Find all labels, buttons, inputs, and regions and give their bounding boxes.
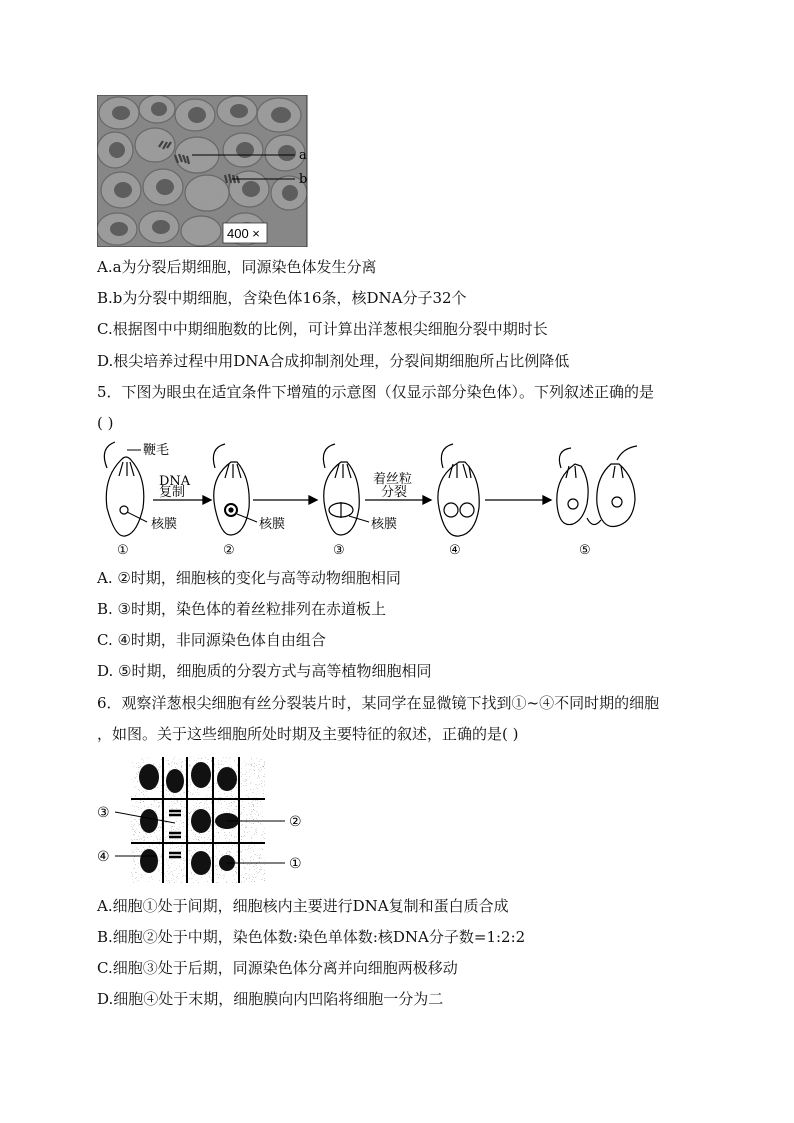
nucleus-label-2: 核膜 — [259, 517, 286, 532]
magnification-label: 400 × — [227, 226, 260, 241]
micrograph-image — [97, 95, 307, 247]
cell-label-1: ① — [289, 856, 302, 872]
euglena-stage1 — [104, 442, 143, 536]
q4-option-c: C.根据图中中期细胞数的比例，可计算出洋葱根尖细胞分裂中期时长 — [97, 320, 548, 338]
stage-label-4: ④ — [449, 543, 461, 558]
nucleus-label-1: 核膜 — [151, 517, 178, 532]
micrograph-label-b: b — [299, 172, 308, 187]
euglena-stage2 — [213, 444, 249, 535]
q6-option-c: C.细胞③处于后期，同源染色体分离并向细胞两极移动 — [97, 959, 458, 977]
stage-label-3: ③ — [333, 543, 345, 558]
q5-option-d: D. ⑤时期，细胞质的分裂方式与高等植物细胞相同 — [97, 662, 432, 680]
q6-option-d: D.细胞④处于末期，细胞膜向内凹陷将细胞一分为二 — [97, 990, 444, 1008]
q6-stem-line2: ，如图。关于这些细胞所处时期及主要特征的叙述，正确的是( ) — [97, 725, 519, 743]
arrow1-label-bottom: 复制 — [159, 485, 186, 500]
cell-label-2: ② — [289, 814, 302, 830]
stage-label-5: ⑤ — [579, 543, 591, 558]
stage-label-2: ② — [223, 543, 235, 558]
arrow1-label-top: DNA — [159, 474, 191, 489]
nucleus-label-3: 核膜 — [371, 517, 398, 532]
q4-option-b: B.b为分裂中期细胞，含染色体16条，核DNA分子32个 — [97, 289, 467, 307]
euglena-stage4 — [438, 444, 479, 536]
stage-label-1: ① — [117, 543, 129, 558]
q4-micrograph-figure — [97, 95, 327, 247]
q4-option-a: A.a为分裂后期细胞，同源染色体发生分离 — [97, 258, 377, 276]
cell-label-3: ③ — [97, 805, 110, 821]
arrow3-label-top: 着丝粒 — [373, 472, 413, 487]
euglena-stage5 — [557, 446, 637, 527]
q6-root-tip-figure — [97, 755, 317, 885]
cell-label-4: ④ — [97, 849, 110, 865]
q5-option-c: C. ④时期，非同源染色体自由组合 — [97, 631, 326, 649]
q5-option-b: B. ③时期，染色体的着丝粒排列在赤道板上 — [97, 600, 387, 618]
q6-stem-line1: 6．观察洋葱根尖细胞有丝分裂装片时，某同学在显微镜下找到①~④不同时期的细胞 — [97, 694, 660, 712]
micrograph-label-a: a — [299, 148, 307, 163]
q5-stem-line1: 5．下图为眼虫在适宜条件下增殖的示意图（仅显示部分染色体）。下列叙述正确的是 — [97, 383, 655, 401]
q4-option-d: D.根尖培养过程中用DNA合成抑制剂处理，分裂间期细胞所占比例降低 — [97, 352, 570, 370]
flagellum-label: 鞭毛 — [143, 443, 170, 458]
euglena-stage3 — [323, 444, 359, 535]
q6-option-b: B.细胞②处于中期，染色体数:染色单体数:核DNA分子数=1:2:2 — [97, 928, 526, 946]
q5-option-a: A. ②时期，细胞核的变化与高等动物细胞相同 — [97, 569, 401, 587]
q5-stem-line2: ( ) — [97, 414, 114, 432]
q6-option-a: A.细胞①处于间期，细胞核内主要进行DNA复制和蛋白质合成 — [97, 897, 509, 915]
arrow3-label-bottom: 分裂 — [381, 485, 408, 500]
root-tip-image — [131, 757, 265, 883]
q5-euglena-figure — [97, 438, 657, 560]
